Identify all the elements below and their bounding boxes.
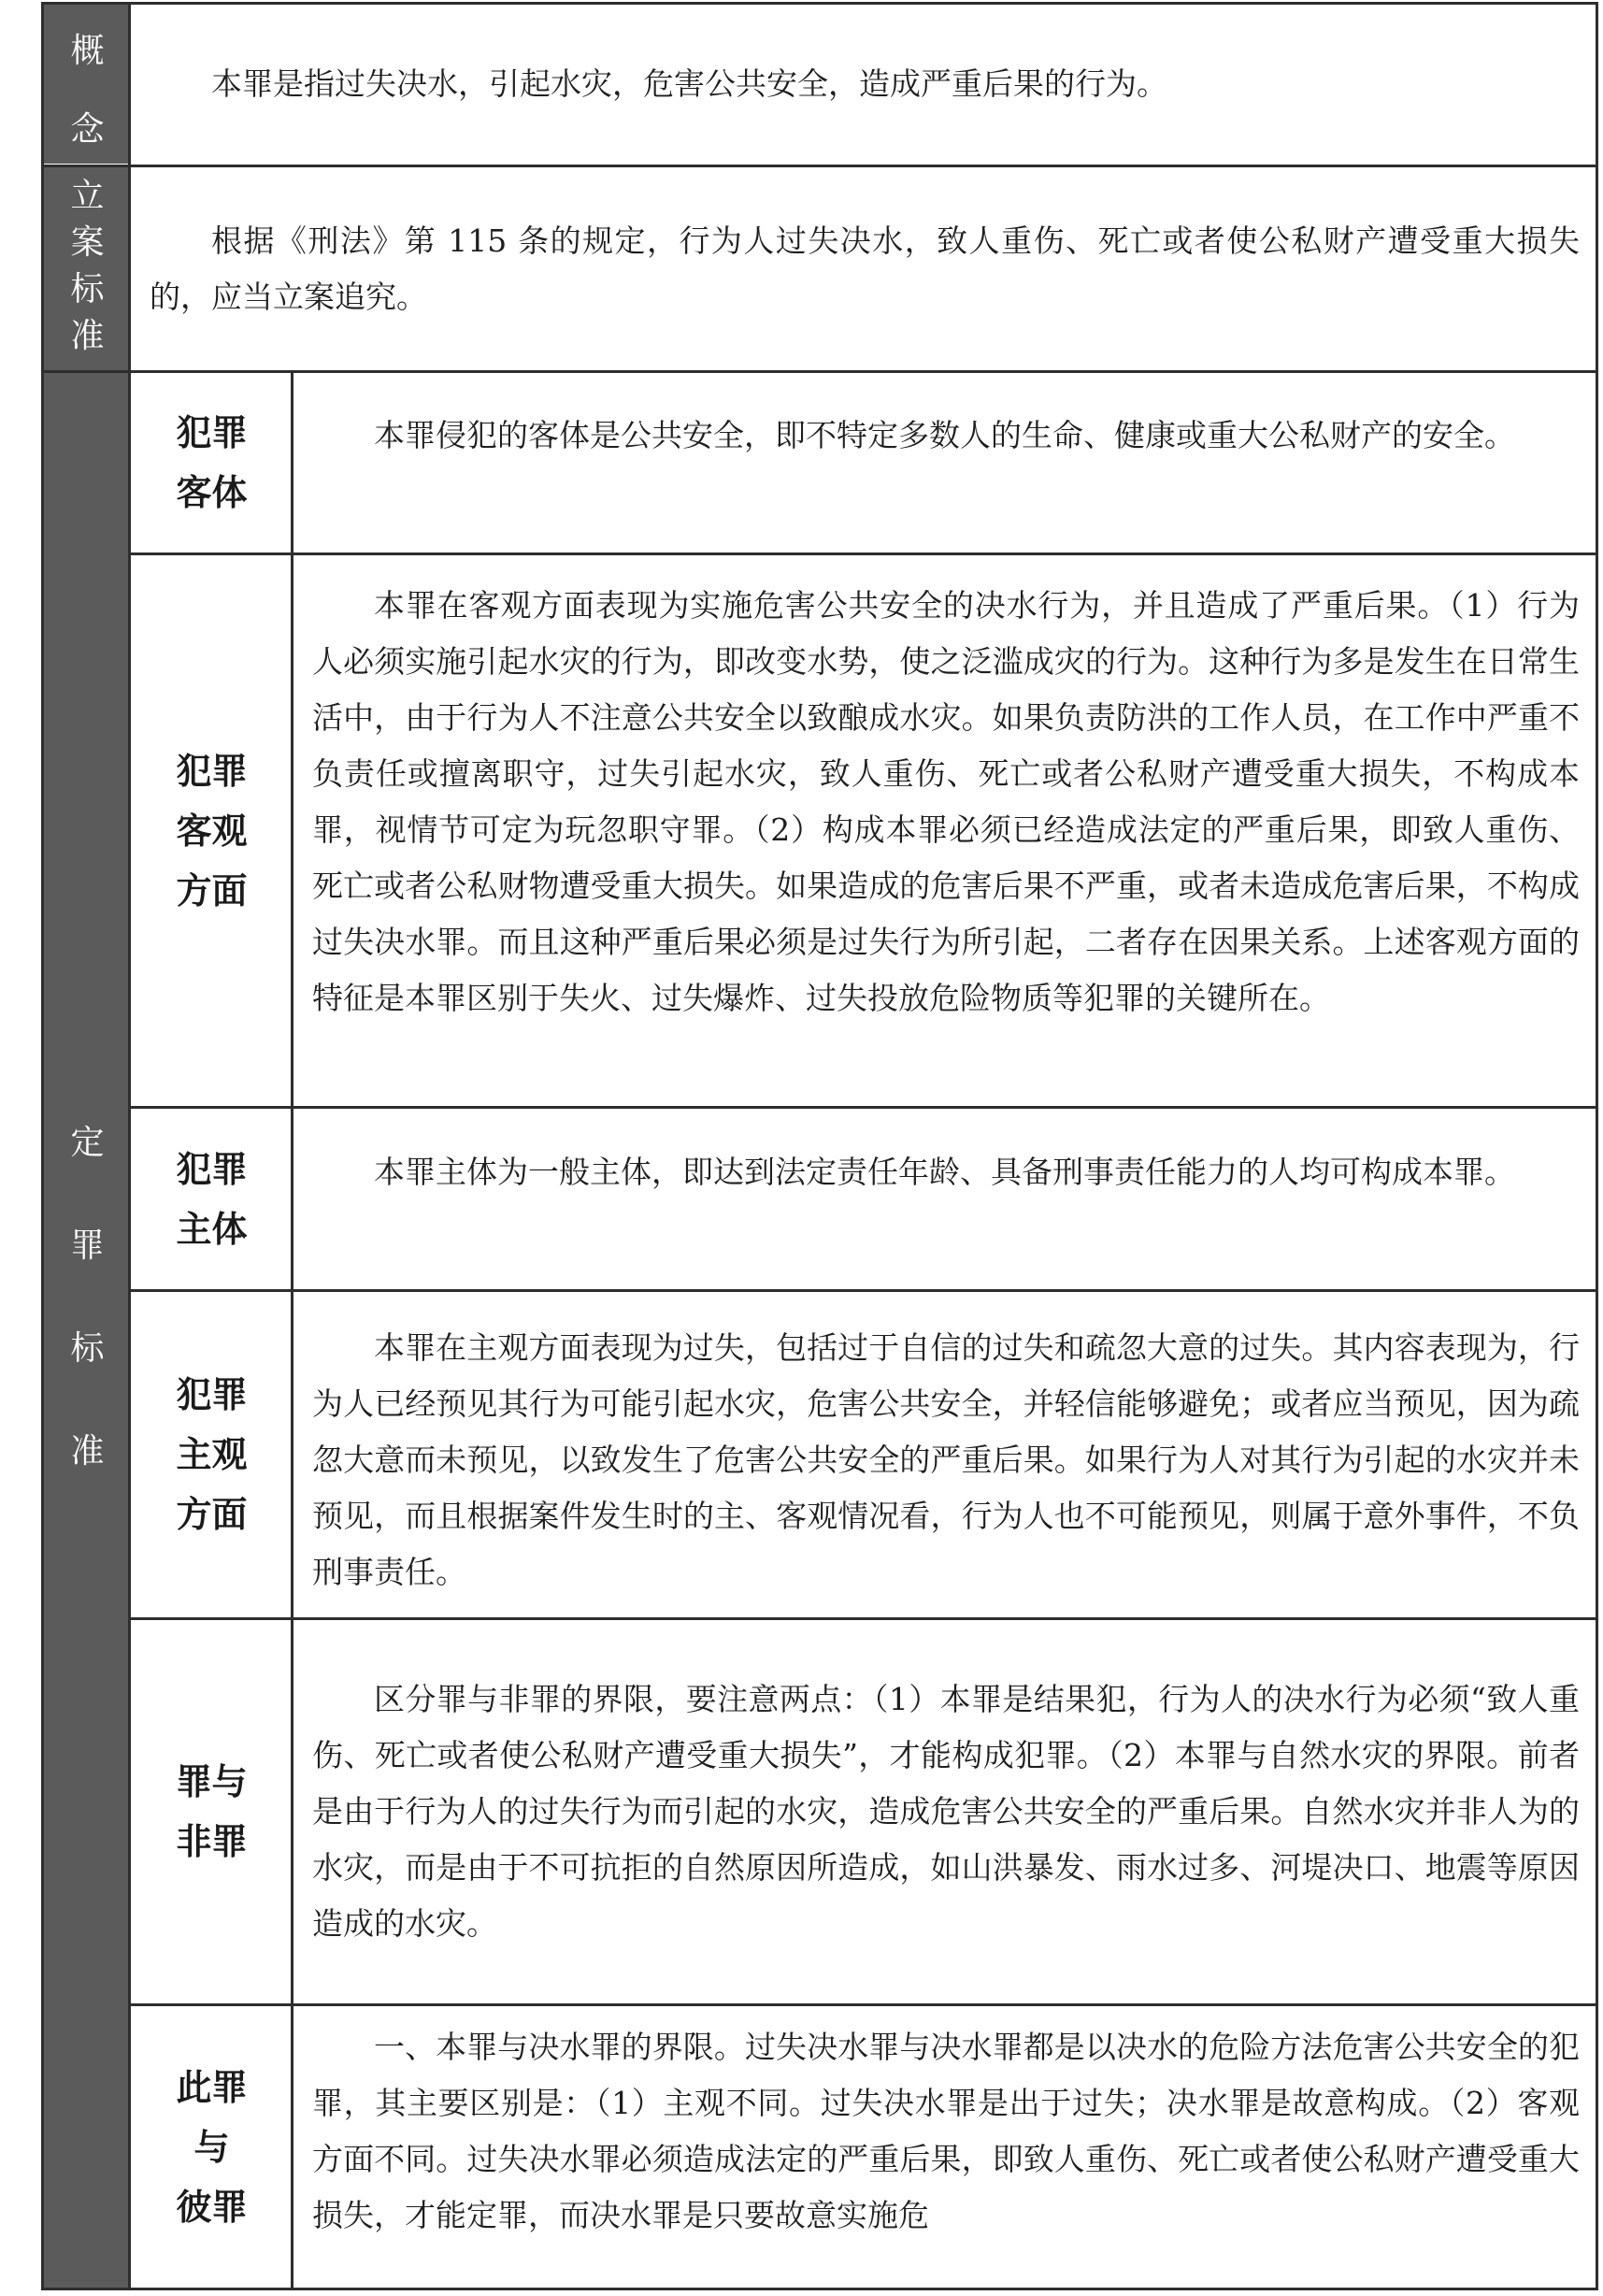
objective-aspect-paragraph: 本罪在客观方面表现为实施危害公共安全的决水行为，并且造成了严重后果。（1）行为人必须实施引起水灾的行为，即改变水势，使之泛滥成灾的行为。这种行为多是发生在日常生活中，由于行为人不注意公共安全以致酿成水灾。如果负责防洪的工作人员，在工作中严重不负责任或擅离职守，过失引起水灾，致人重伤、死亡或者公私财产遭受重大损失，不构成本罪，视情节可定为玩忽职守罪。（2）构成本罪必须已经造成法定的严重后果，即致人重伤、死亡或者公私财物遭受重大损失。如果造成的危害后果不严重，或者未造成危害后果，不构成过失决水罪。而且这种严重后果必须是过失行为所引起，二者存在因果关系。上述客观方面的特征是本罪区别于失火、过失爆炸、过失投放危险物质等犯罪的关键所在。	[312, 587, 1580, 1016]
sublabel-line: 犯罪	[176, 750, 248, 792]
filing-label-char-1: 立	[70, 177, 105, 215]
sublabel-subjective-aspect	[131, 1292, 293, 1617]
divider	[128, 1617, 1598, 1620]
sublabel-line: 与	[193, 2126, 230, 2168]
objective-aspect-text	[312, 578, 1580, 1026]
filing-label-char-4: 准	[70, 317, 105, 355]
concept-label-char-2: 念	[70, 110, 105, 149]
filing-paragraph: 根据《刑法》第 115 条的规定，行为人过失决水，致人重伤、死亡或者使公私财产遭受重大损失的，应当立案追究。	[150, 222, 1580, 315]
divider	[128, 552, 1598, 555]
concept-label-char-1: 概	[70, 32, 105, 70]
sublabel-line: 主体	[176, 1208, 248, 1250]
subject-paragraph: 本罪主体为一般主体，即达到法定责任年龄、具备刑事责任能力的人均可构成本罪。	[374, 1154, 1515, 1190]
sublabel-object	[131, 373, 293, 552]
sublabel-line: 方面	[176, 869, 248, 911]
crime-vs-noncrime-text	[312, 1672, 1580, 1952]
subjective-aspect-paragraph: 本罪在主观方面表现为过失，包括过于自信的过失和疏忽大意的过失。其内容表现为，行为人已经预见其行为可能引起水灾，危害公共安全，并轻信能够避免；或者应当预见，因为疏忽大意而未预见，以致发生了危害公共安全的严重后果。如果行为人对其行为引起的水灾并未预见，而且根据案件发生时的主、客观情况看，行为人也不可能预见，则属于意外事件，不负刑事责任。	[312, 1329, 1580, 1590]
conviction-label-char-2: 罪	[70, 1227, 105, 1265]
sublabel-line: 主观	[176, 1434, 248, 1475]
subject-text	[312, 1144, 1580, 1200]
sublabel-objective-aspect	[131, 555, 293, 1106]
sublabel-line: 彼罪	[176, 2186, 248, 2228]
filing-label-char-2: 案	[70, 223, 105, 262]
sublabel-crime-vs-noncrime	[131, 1620, 293, 2003]
concept-text	[150, 56, 1580, 112]
sublabel-line: 罪与	[176, 1761, 248, 1802]
object-text	[312, 408, 1580, 464]
filing-text	[150, 213, 1580, 325]
crime-vs-noncrime-paragraph: 区分罪与非罪的界限，要注意两点：（1）本罪是结果犯，行为人的决水行为必须“致人重伤、死亡或者使公私财产遭受重大损失”，才能构成犯罪。（2）本罪与自然水灾的界限。前者是由于行为人的过失行为而引起的水灾，造成危害公共安全的严重后果。自然水灾并非人为的水灾，而是由于不可抗拒的自然原因所造成，如山洪暴发、雨水过多、河堤决口、地震等原因造成的水灾。	[312, 1681, 1580, 1942]
object-paragraph: 本罪侵犯的客体是公共安全，即不特定多数人的生命、健康或重大公私财产的安全。	[374, 417, 1515, 453]
divider	[41, 165, 1598, 167]
sublabel-subject	[131, 1109, 293, 1289]
this-vs-other-text	[312, 2019, 1580, 2244]
sublabel-this-vs-other	[131, 2006, 293, 2288]
concept-paragraph: 本罪是指过失决水，引起水灾，危害公共安全，造成严重后果的行为。	[211, 65, 1167, 102]
sublabel-line: 客体	[176, 472, 248, 513]
sublabel-line: 犯罪	[176, 1374, 248, 1415]
this-vs-other-paragraph: 一、本罪与决水罪的界限。过失决水罪与决水罪都是以决水的危险方法危害公共安全的犯罪，其主要区别是：（1）主观不同。过失决水罪是出于过失；决水罪是故意构成。（2）客观方面不同。过失决水罪必须造成法定的严重后果，即致人重伤、死亡或者使公私财产遭受重大损失，才能定罪，而决水罪是只要故意实施危	[312, 2029, 1580, 2233]
conviction-label-char-3: 标	[70, 1329, 105, 1368]
sublabel-line: 此罪	[176, 2066, 248, 2108]
divider	[128, 1289, 1598, 1292]
sublabel-line: 客观	[176, 810, 248, 852]
conviction-label-char-4: 准	[70, 1432, 105, 1471]
sublabel-line: 犯罪	[176, 412, 248, 453]
sublabel-line: 非罪	[176, 1821, 248, 1862]
sublabel-line: 方面	[176, 1494, 248, 1535]
divider	[128, 2003, 1598, 2006]
filing-label-char-3: 标	[70, 270, 105, 309]
divider	[128, 1106, 1598, 1109]
sublabel-line: 犯罪	[176, 1148, 248, 1190]
conviction-label-char-1: 定	[70, 1124, 105, 1162]
subjective-aspect-text	[312, 1320, 1580, 1600]
